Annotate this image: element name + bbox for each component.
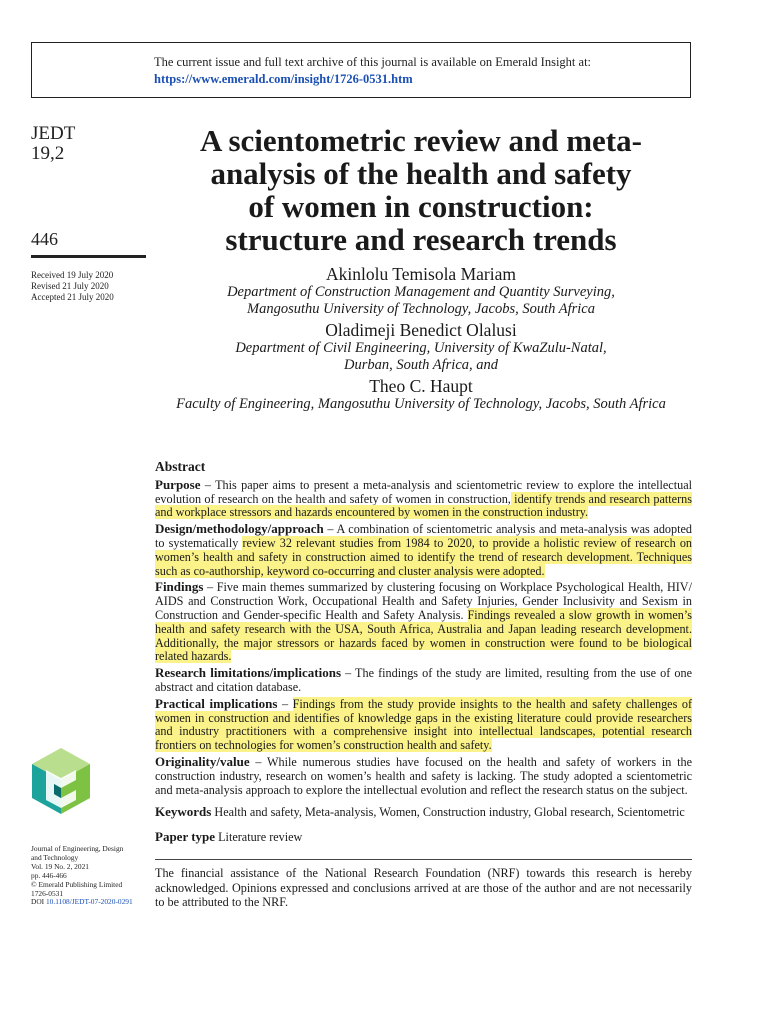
author-affiliation: Mangosuthu University of Technology, Jacobs, South Africa <box>247 301 595 317</box>
originality-label: Originality/value <box>155 753 250 769</box>
article-dates <box>31 270 114 303</box>
practical-label: Practical implications <box>155 695 278 711</box>
practical-text: – <box>277 696 293 711</box>
abstract-design <box>155 522 692 578</box>
limitations-label: Research limitations/implications <box>155 665 342 681</box>
author-affiliation: Faculty of Engineering, Mangosuthu University of Technology, Jacobs, South Africa <box>176 396 666 412</box>
limitations-text: – The findings of the study are limited, resulting from the use of one abstract and citation database. <box>155 666 692 694</box>
journal-notice-box <box>31 42 691 98</box>
author-affiliation: Department of Civil Engineering, University of KwaZulu-Natal, <box>235 340 607 356</box>
abstract-findings <box>155 580 692 664</box>
journal-url-link[interactable]: https://www.emerald.com/insight/1726-0531.htm <box>154 72 413 86</box>
author-name: Oladimeji Benedict Olalusi <box>325 320 517 340</box>
citation-issn: 1726-0531 <box>31 888 64 898</box>
journal-abbreviation <box>31 124 75 164</box>
design-label: Design/methodology/approach <box>155 521 324 537</box>
author-name: Theo C. Haupt <box>369 376 473 396</box>
purpose-text: – This paper aims to present a meta-analysis and scientometric review to explore the intellectual evolution of research on the health and safety of women in construction, <box>155 477 692 506</box>
findings-label: Findings <box>155 579 204 595</box>
paper-type-text: Literature review <box>215 830 303 845</box>
originality-text: – While numerous studies have focused on the health and safety of workers in the construction industry, research on women’s health and safety is lacking. The study adopted a scientometric and meta-analysis approach to explore the intellectual evolution and reflect the research status on the subject. <box>155 754 692 797</box>
author-block <box>150 262 692 413</box>
practical-highlight: Findings from the study provide insights to the health and safety challenges of women in construction and identifies of knowledge gaps in the existing literature could provide researchers and industry practitioners with a comprehensive insight into intellectual landscapes, potential research frontiers on technologies for women’s construction health and safety. <box>155 696 693 753</box>
title-line-4: structure and research trends <box>225 222 617 257</box>
journal-name-2: and Technology <box>31 852 79 862</box>
title-line-1: A scientometric review and meta- <box>200 123 642 158</box>
author-affiliation: Durban, South Africa, and <box>344 357 498 373</box>
citation-doi-line <box>31 898 149 907</box>
abstract-practical <box>155 697 692 753</box>
citation-publisher: © Emerald Publishing Limited <box>31 879 123 889</box>
purpose-highlight: identify trends and research patterns and workplace stressors and hazards encountered by women in the construction industry. <box>155 491 692 520</box>
funding-footnote: The financial assistance of the National Research Foundation (NRF) towards this research is hereby acknowledged. Opinions expressed and conclusions arrived at are those of the author and are not necessarily to be attributed to the NRF. <box>155 866 692 909</box>
abstract-originality <box>155 755 692 797</box>
paper-title <box>150 124 692 256</box>
notice-text: The current issue and full text archive of this journal is available on Emerald Insight at: <box>154 55 592 69</box>
citation-volume: Vol. 19 No. 2, 2021 <box>31 861 89 871</box>
footnote-divider <box>155 859 692 860</box>
abstract-keywords <box>155 805 692 820</box>
citation-info <box>31 845 149 907</box>
title-line-2: analysis of the health and safety <box>210 156 632 191</box>
doi-label: DOI <box>31 897 46 907</box>
author-affiliation: Department of Construction Management and Quantity Surveying, <box>227 284 615 300</box>
abstract-section <box>155 460 692 847</box>
emerald-logo-icon <box>30 746 92 816</box>
purpose-label: Purpose <box>155 476 201 492</box>
keywords-text: Health and safety, Meta-analysis, Women, Construction industry, Global research, Scientometric <box>211 805 685 820</box>
abstract-paper-type <box>155 830 692 845</box>
findings-text: – Five main themes summarized by clustering focusing on Workplace Psychological Health, HIV/ AIDS and Construction Work, Occupational Health and Safety Injuries, Gender Inclusivity and Sexism in Construction and Gender-specific Health and Safety Analysis. <box>155 580 692 622</box>
keywords-label: Keywords <box>155 804 212 820</box>
received-date: Received 19 July 2020 <box>31 270 114 280</box>
revised-date: Revised 21 July 2020 <box>31 281 109 291</box>
journal-name-1: Journal of Engineering, Design <box>31 844 124 853</box>
abstract-heading: Abstract <box>155 459 206 474</box>
page-number: 446 <box>31 229 58 249</box>
design-text: – A combination of scientometric analysis and meta-analysis was adopted to systematically <box>155 522 692 550</box>
margin-rule <box>31 255 146 258</box>
abstract-purpose <box>155 478 692 520</box>
doi-link[interactable]: 10.1108/JEDT-07-2020-0291 <box>45 897 133 907</box>
findings-highlight: Findings revealed a slow growth in women’s health and safety research with the USA, South Africa, Australia and Japan leading research development. Additionally, the major stressors or hazards faced by women in construction were found to be biological related hazards. <box>155 607 693 664</box>
design-highlight: review 32 relevant studies from 1984 to 2020, to provide a holistic review of research on women’s health and safety in construction aimed to identify the trend of research development. Techniques such as co-authorship, keyword co-occurring and cluster analysis were adopted. <box>155 535 693 578</box>
title-line-3: of women in construction: <box>248 189 594 224</box>
journal-abbrev: JEDT <box>31 123 76 144</box>
accepted-date: Accepted 21 July 2020 <box>31 292 114 302</box>
author-name: Akinlolu Temisola Mariam <box>326 264 516 284</box>
paper-type-label: Paper type <box>155 829 216 845</box>
abstract-limitations <box>155 666 692 695</box>
citation-pages: pp. 446-466 <box>31 870 67 880</box>
volume-issue: 19,2 <box>31 143 65 164</box>
